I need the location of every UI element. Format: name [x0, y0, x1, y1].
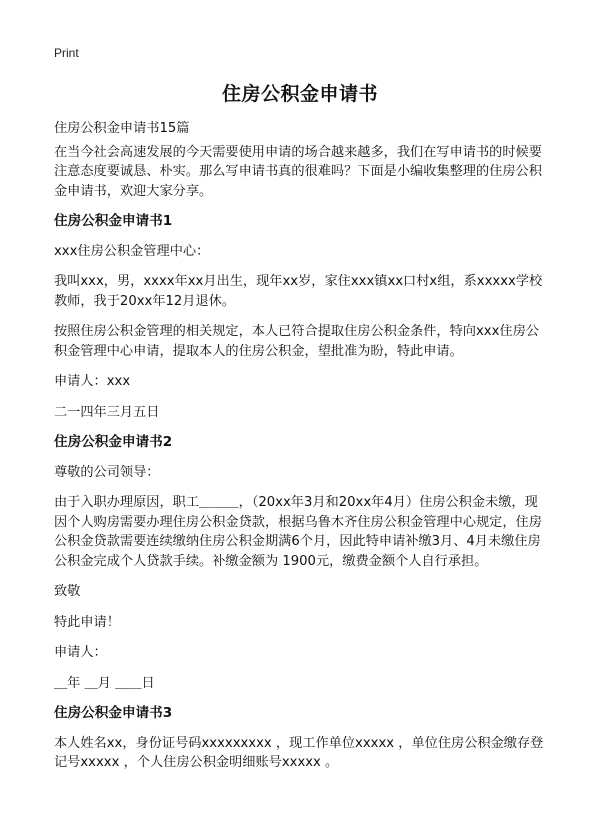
page-title: 住房公积金申请书 — [221, 83, 378, 105]
print-link[interactable]: Print — [54, 46, 79, 60]
section-1-paragraph-2: 按照住房公积金管理的相关规定，本人已符合提取住房公积金条件，特向xxx住房公积金管理中心申请，提取本人的住房公积金，望批准为盼，特此申请。 — [54, 324, 539, 359]
section-1-date: 二一四年三月五日 — [54, 404, 160, 420]
section-2-salutation: 尊敬的公司领导： — [54, 464, 160, 480]
section-heading-3: 住房公积金申请书3 — [54, 705, 173, 721]
section-heading-1: 住房公积金申请书1 — [54, 213, 173, 229]
section-2-paragraph-1: 由于入职办理原因，职工＿＿＿，（20xx年3月和20xx年4月）住房公积金未缴，现因个人购房需要办理住房公积金贷款，根据乌鲁木齐住房公积金管理中心规定，住房公积金贷款需要连续缴纳住房公积金期满6个月，因此特申请补缴3月、4月未缴住房公积金完成个人贷款手续。补缴金额为 1900元，缴费金额个人自行承担。 — [54, 495, 542, 569]
section-3-paragraph-1: 本人姓名xx，身份证号码xxxxxxxxx ，现工作单位xxxxx ，单位住房公积金缴存登记号xxxxx ，个人住房公积金明细账号xxxxx 。 — [54, 735, 544, 770]
section-1-salutation: xxx住房公积金管理中心： — [54, 243, 210, 259]
section-2-date: ＿年 ＿月 ＿＿日 — [54, 675, 155, 691]
section-2-applicant: 申请人： — [54, 645, 107, 660]
section-1-paragraph-1: 我叫xxx，男，xxxx年xx月出生，现年xx岁，家住xxx镇xx口村x组，系xxxxx学校教师，我于20xx年12月退休。 — [54, 274, 543, 309]
intro-paragraph: 在当今社会高速发展的今天需要使用申请的场合越来越多，我们在写申请书的时候要注意态度要诚恳、朴实。那么写申请书真的很难吗？下面是小编收集整理的住房公积金申请书，欢迎大家分享。 — [54, 144, 542, 199]
section-heading-2: 住房公积金申请书2 — [54, 434, 173, 450]
section-1-applicant: 申请人：xxx — [54, 374, 131, 389]
section-2-request: 特此申请！ — [54, 614, 120, 630]
section-2-closing: 致敬 — [54, 584, 81, 599]
document-subtitle: 住房公积金申请书15篇 — [54, 121, 190, 136]
document-body — [54, 119, 550, 773]
